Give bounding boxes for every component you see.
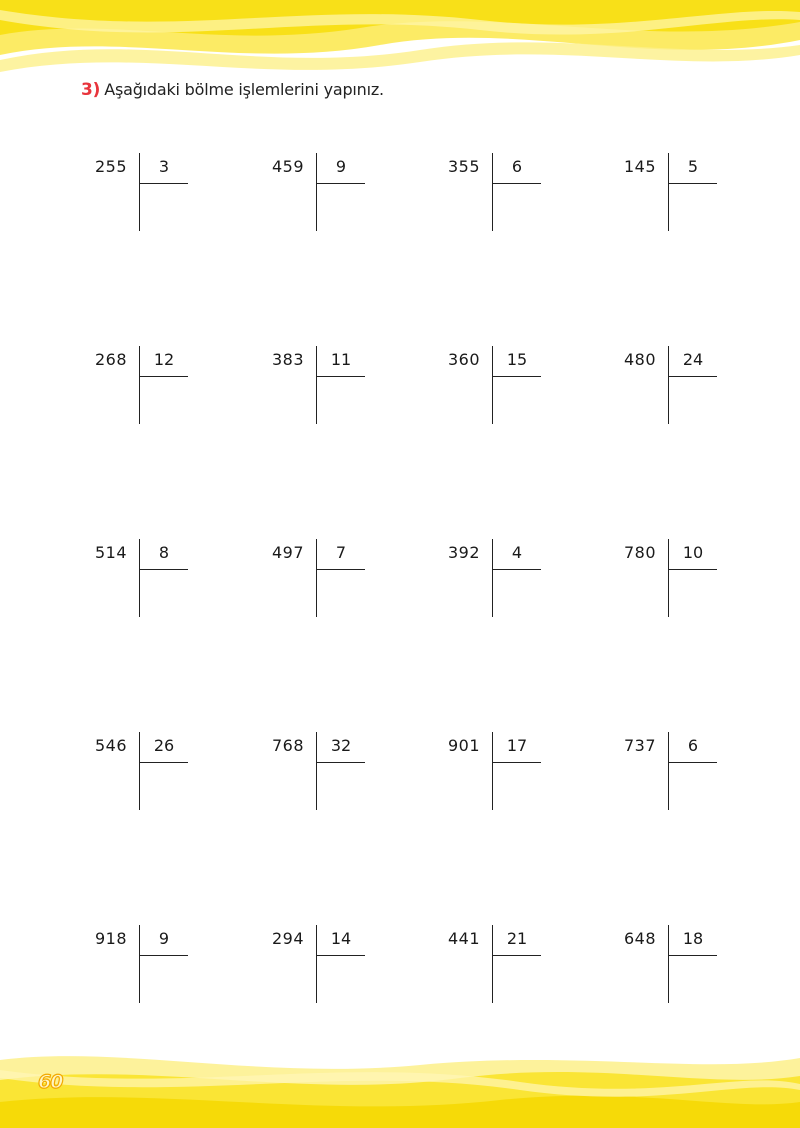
division-horizontal-line [492, 955, 541, 956]
divisor: 26 [153, 736, 175, 755]
division-horizontal-line [668, 955, 717, 956]
dividend: 546 [94, 736, 127, 755]
dividend: 480 [623, 350, 656, 369]
division-vertical-line [492, 153, 493, 231]
dividend: 441 [447, 929, 480, 948]
dividend: 918 [94, 929, 127, 948]
division-vertical-line [668, 346, 669, 424]
divisor: 18 [682, 929, 704, 948]
division-vertical-line [316, 925, 317, 1003]
divisor: 10 [682, 543, 704, 562]
division-problem [614, 925, 784, 1015]
divisor: 21 [506, 929, 528, 948]
division-problem [614, 539, 784, 629]
divisor: 9 [158, 929, 170, 948]
division-horizontal-line [668, 569, 717, 570]
divisor: 7 [335, 543, 347, 562]
division-vertical-line [316, 346, 317, 424]
division-problem [85, 153, 255, 243]
question-number: 3) [81, 80, 101, 100]
division-horizontal-line [668, 762, 717, 763]
division-vertical-line [668, 153, 669, 231]
division-horizontal-line [139, 376, 188, 377]
dividend: 768 [271, 736, 304, 755]
divisor: 9 [335, 157, 347, 176]
division-vertical-line [668, 732, 669, 810]
dividend: 392 [447, 543, 480, 562]
divisor: 24 [682, 350, 704, 369]
dividend: 737 [623, 736, 656, 755]
dividend: 497 [271, 543, 304, 562]
divisor: 6 [687, 736, 699, 755]
divisor: 6 [511, 157, 523, 176]
division-problem [85, 925, 255, 1015]
division-vertical-line [492, 539, 493, 617]
division-problem [438, 153, 608, 243]
divisor: 11 [330, 350, 352, 369]
division-problem [262, 732, 432, 822]
top-yellow-wave-decoration [0, 0, 800, 90]
division-problem [85, 346, 255, 436]
dividend: 780 [623, 543, 656, 562]
dividend: 901 [447, 736, 480, 755]
dividend: 383 [271, 350, 304, 369]
division-problem [85, 732, 255, 822]
division-vertical-line [668, 539, 669, 617]
division-problem [614, 732, 784, 822]
division-problem [262, 925, 432, 1015]
division-horizontal-line [139, 569, 188, 570]
bottom-yellow-wave-decoration [0, 1040, 800, 1128]
dividend: 268 [94, 350, 127, 369]
division-horizontal-line [139, 762, 188, 763]
dividend: 459 [271, 157, 304, 176]
division-horizontal-line [316, 762, 365, 763]
division-vertical-line [139, 539, 140, 617]
dividend: 145 [623, 157, 656, 176]
division-horizontal-line [668, 376, 717, 377]
divisor: 14 [330, 929, 352, 948]
divisor: 32 [330, 736, 352, 755]
division-vertical-line [668, 925, 669, 1003]
dividend: 360 [447, 350, 480, 369]
division-problem [438, 539, 608, 629]
dividend: 355 [447, 157, 480, 176]
division-horizontal-line [316, 183, 365, 184]
division-problem [262, 153, 432, 243]
division-horizontal-line [316, 955, 365, 956]
division-horizontal-line [316, 376, 365, 377]
divisor: 5 [687, 157, 699, 176]
division-vertical-line [492, 925, 493, 1003]
divisor: 4 [511, 543, 523, 562]
dividend: 514 [94, 543, 127, 562]
page-number: 60 [38, 1071, 63, 1093]
division-problem [438, 732, 608, 822]
division-problem [614, 153, 784, 243]
division-problem [614, 346, 784, 436]
divisor: 12 [153, 350, 175, 369]
division-vertical-line [139, 925, 140, 1003]
division-horizontal-line [139, 183, 188, 184]
division-horizontal-line [492, 762, 541, 763]
division-problem [262, 539, 432, 629]
division-horizontal-line [139, 955, 188, 956]
division-vertical-line [316, 732, 317, 810]
division-horizontal-line [668, 183, 717, 184]
dividend: 648 [623, 929, 656, 948]
division-vertical-line [139, 153, 140, 231]
instruction-label: Aşağıdaki bölme işlemlerini yapınız. [104, 80, 384, 99]
division-vertical-line [492, 346, 493, 424]
division-horizontal-line [492, 569, 541, 570]
instruction-text [81, 80, 384, 100]
divisor: 15 [506, 350, 528, 369]
dividend: 294 [271, 929, 304, 948]
divisor: 8 [158, 543, 170, 562]
division-vertical-line [139, 346, 140, 424]
division-problem [438, 925, 608, 1015]
division-vertical-line [139, 732, 140, 810]
division-vertical-line [316, 153, 317, 231]
divisor: 3 [158, 157, 170, 176]
division-vertical-line [492, 732, 493, 810]
division-vertical-line [316, 539, 317, 617]
division-horizontal-line [316, 569, 365, 570]
dividend: 255 [94, 157, 127, 176]
division-problem [262, 346, 432, 436]
division-problem [438, 346, 608, 436]
division-horizontal-line [492, 376, 541, 377]
division-horizontal-line [492, 183, 541, 184]
division-problem [85, 539, 255, 629]
divisor: 17 [506, 736, 528, 755]
